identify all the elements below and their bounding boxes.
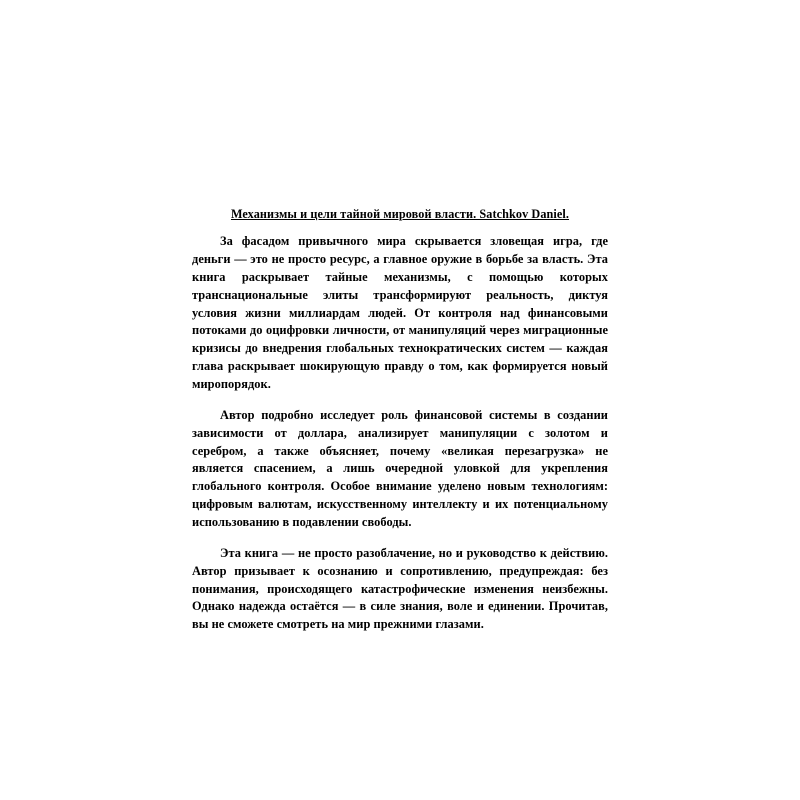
document-text-block — [192, 206, 608, 634]
document-title: Механизмы и цели тайной мировой власти. Satchkov Daniel. — [230, 207, 570, 221]
document-paragraph: Автор подробно исследует роль финансовой системы в создании зависимости от доллара, анализирует манипуляции с золотом и серебром, а также объясняет, почему «великая перезагрузка» не является спасением, а лишь очередной уловкой для укрепления глобального контроля. Особое внимание уделено новым технологиям: цифровым валютам, искусственному интеллекту и их потенциальному использованию в подавлении свободы. — [192, 407, 608, 529]
document-paragraph: Эта книга — не просто разоблачение, но и руководство к действию. Автор призывает к осознанию и сопротивлению, предупреждая: без понимания, происходящего катастрофические изменения неизбежны. Однако надежда остаётся — в силе знания, воле и единении. Прочитав, вы не сможете смотреть на мир прежними глазами. — [192, 545, 608, 632]
document-paragraph: За фасадом привычного мира скрывается зловещая игра, где деньги — это не просто ресурс, а главное оружие в борьбе за власть. Эта книга раскрывает тайные механизмы, с помощью которых транснациональные элиты трансформируют реальность, диктуя условия жизни миллиардам людей. От контроля над финансовыми потоками до оцифровки личности, от манипуляций через миграционные кризисы до внедрения глобальных технократических систем — каждая глава раскрывает шокирующую правду о том, как формируется новый миропорядок. — [192, 234, 608, 391]
